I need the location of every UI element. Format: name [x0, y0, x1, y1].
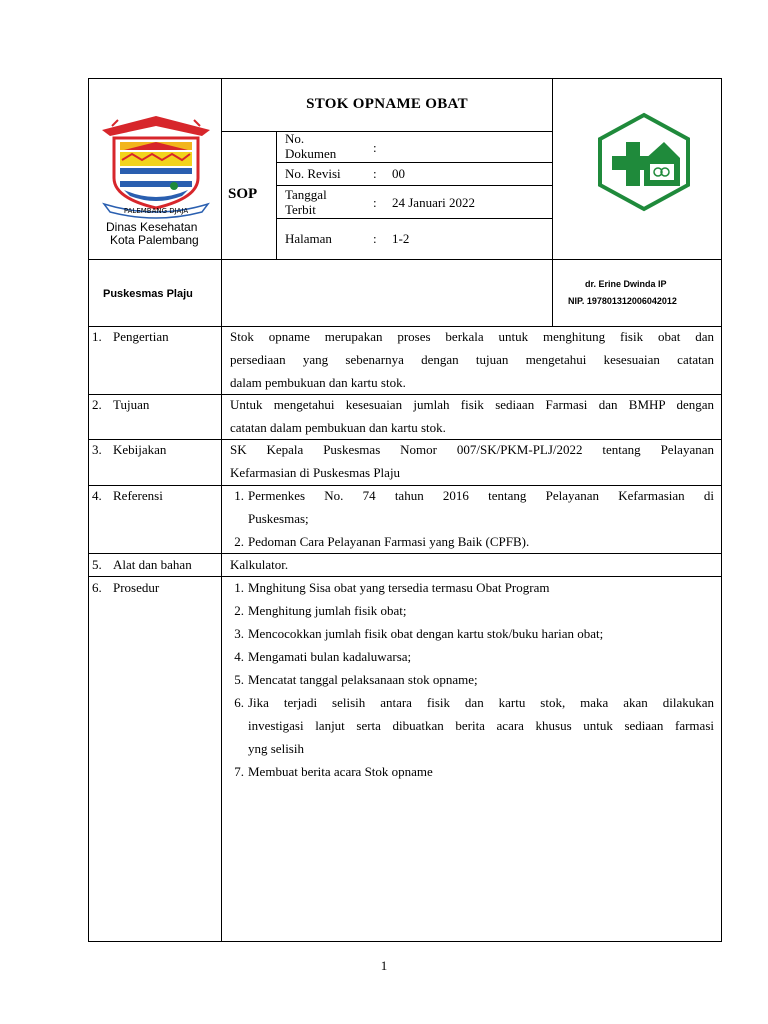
svg-text:PALEMBANG DJAJA: PALEMBANG DJAJA: [123, 207, 189, 215]
procedure-item-7-number: 7.: [234, 764, 244, 779]
s4-label: Referensi: [113, 488, 163, 503]
procedure-item-1-text: Mnghitung Sisa obat yang tersedia termasu Obat Program: [248, 580, 550, 595]
sop-label: SOP: [228, 186, 258, 202]
revision-value: 00: [392, 166, 405, 181]
s4-number: 4.: [92, 488, 102, 503]
s2-line-2: catatan dalam pembukuan dan kartu stok.: [230, 420, 446, 435]
s2-line-1: Untuk mengetahui kesesuaian jumlah fisik sediaan Farmasi dan BMHP dengan: [230, 397, 714, 412]
s5-number: 5.: [92, 557, 102, 572]
rule-sop-col: [276, 131, 277, 259]
document-title: STOK OPNAME OBAT: [306, 96, 468, 112]
s4-ref-1-line-1: Permenkes No. 74 tahun 2016 tentang Pelayanan Kefarmasian di: [248, 488, 714, 503]
s3-number: 3.: [92, 442, 102, 457]
s1-number: 1.: [92, 329, 102, 344]
signer-name: dr. Erine Dwinda IP: [585, 279, 667, 289]
procedure-item-6-number: 6.: [234, 695, 244, 710]
procedure-item-6-line-3: yng selisih: [248, 741, 304, 756]
s2-label: Tujuan: [113, 397, 150, 412]
page-number: 1: [380, 958, 388, 973]
page-label: Halaman: [285, 231, 332, 246]
procedure-item-3-text: Mencocokkan jumlah fisik obat dengan kartu stok/buku harian obat;: [248, 626, 604, 641]
procedure-item-4-number: 4.: [234, 649, 244, 664]
date-separator: :: [373, 195, 377, 210]
org-line-1: Dinas Kesehatan: [106, 220, 198, 234]
signer-nip: NIP. 197801312006042012: [568, 296, 677, 306]
puskesmas-logo: [596, 112, 692, 212]
s1-label: Pengertian: [113, 329, 169, 344]
rule-col-right: [552, 78, 553, 326]
s5-text: Kalkulator.: [230, 557, 289, 572]
s3-line-2: Kefarmasian di Puskesmas Plaju: [230, 465, 401, 480]
s2-number: 2.: [92, 397, 102, 412]
palembang-logo: [98, 112, 214, 220]
rule-docno-bottom: [276, 162, 552, 163]
date-label: Tanggal Terbit: [285, 187, 327, 217]
s6-number: 6.: [92, 580, 102, 595]
procedure-item-7-text: Membuat berita acara Stok opname: [248, 764, 433, 779]
procedure-item-5-text: Mencatat tanggal pelaksanaan stok opname;: [248, 672, 478, 687]
s3-label: Kebijakan: [113, 442, 167, 457]
rule-col-left: [221, 78, 222, 942]
procedure-item-4-text: Mengamati bulan kadaluwarsa;: [248, 649, 412, 664]
s3-line-1: SK Kepala Puskesmas Nomor 007/SK/PKM-PLJ/2022 tentang Pelayanan: [230, 442, 714, 457]
procedure-item-2-text: Menghitung jumlah fisik obat;: [248, 603, 407, 618]
s4-ref-2-line-1: Pedoman Cara Pelayanan Farmasi yang Baik (CPFB).: [248, 534, 530, 549]
procedure-item-1-number: 1.: [234, 580, 244, 595]
rule-date-bottom: [276, 218, 552, 219]
doc-no-separator: :: [373, 140, 377, 155]
rule-rev-bottom: [276, 185, 552, 186]
procedure-item-5-number: 5.: [234, 672, 244, 687]
revision-label: No. Revisi: [285, 166, 341, 181]
procedure-item-3-number: 3.: [234, 626, 244, 641]
page-value: 1-2: [392, 231, 410, 246]
puskesmas-name: Puskesmas Plaju: [103, 288, 193, 300]
s6-label: Prosedur: [113, 580, 160, 595]
procedure-item-6-line-1: Jika terjadi selisih antara fisik dan kartu stok, maka akan dilakukan: [248, 695, 714, 710]
puskesmas-hexagon-icon: [596, 112, 692, 212]
s1-line-3: dalam pembukuan dan kartu stok.: [230, 375, 406, 390]
s1-line-2: persediaan yang sebenarnya dengan tujuan mengetahui kesesuaian catatan: [230, 352, 714, 367]
palembang-crest-icon: [98, 112, 214, 220]
procedure-item-2-number: 2.: [234, 603, 244, 618]
s4-ref-1-line-2: Puskesmas;: [248, 511, 309, 526]
revision-separator: :: [373, 166, 377, 181]
rule-title-bottom: [221, 131, 552, 132]
org-line-2: Kota Palembang: [110, 233, 199, 247]
doc-no-label: No. Dokumen: [285, 131, 337, 161]
s5-label: Alat dan bahan: [113, 557, 192, 572]
s4-ref-2-number: 2.: [234, 534, 244, 549]
procedure-item-6-line-2: investigasi lanjut serta dibuatkan berita acara khusus untuk sediaan farmasi: [248, 718, 714, 733]
s1-line-1: Stok opname merupakan proses berkala untuk menghitung fisik obat dan: [230, 329, 714, 344]
date-value: 24 Januari 2022: [392, 195, 476, 210]
rule-s4-bottom: [88, 553, 722, 554]
rule-header-bottom: [88, 259, 722, 260]
page-separator: :: [373, 231, 377, 246]
s4-ref-1-number: 1.: [234, 488, 244, 503]
